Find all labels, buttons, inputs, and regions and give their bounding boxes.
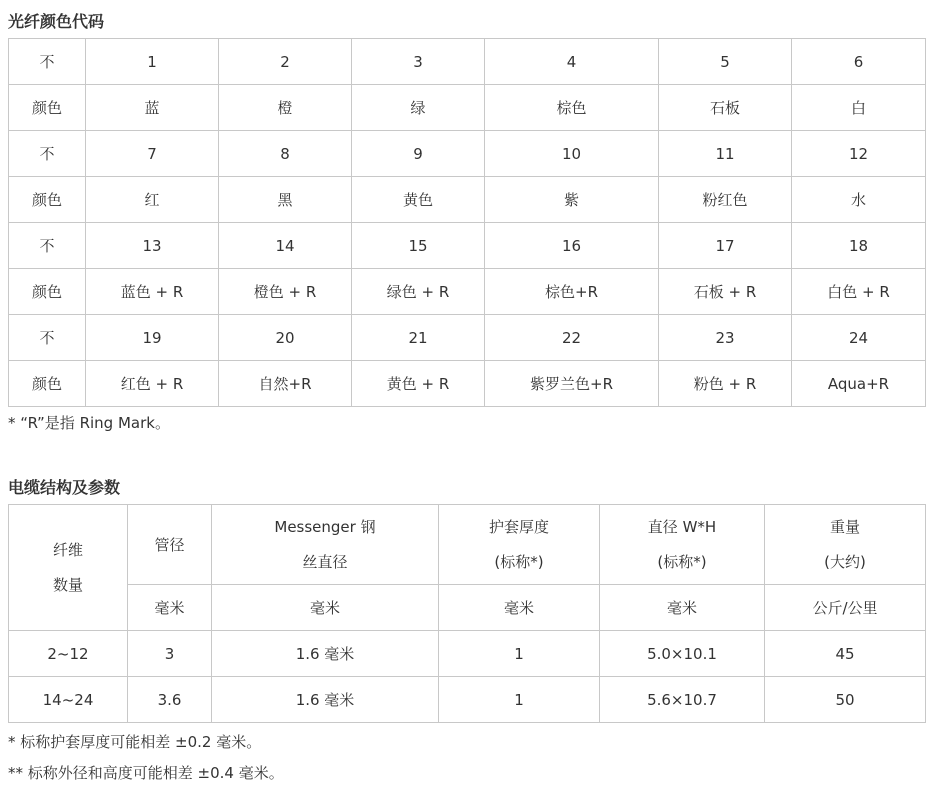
table-cell: 19 [86,315,219,361]
table-cell: 18 [792,223,926,269]
table-cell: 棕色 [485,85,659,131]
header-text: (标称*) [657,552,707,571]
table-cell: 5.6×10.7 [600,677,765,723]
table-cell: 24 [792,315,926,361]
table-cell: 石板 [659,85,792,131]
table-cell: 橙 [219,85,352,131]
table-cell: 3 [128,631,212,677]
table-cell: 3.6 [128,677,212,723]
jacket-tolerance-note: * 标称护套厚度可能相差 ±0.2 毫米。 [8,733,262,751]
table-cell: 绿色 + R [352,269,485,315]
row-label-cell: 不 [9,39,86,85]
table-row [9,315,926,361]
table-cell: 1.6 毫米 [212,677,439,723]
row-label-cell: 不 [9,223,86,269]
table-cell: 黑 [219,177,352,223]
table-cell: 红色 + R [86,361,219,407]
header-fiber-count [9,505,128,631]
table-cell: 20 [219,315,352,361]
table-cell: 10 [485,131,659,177]
row-label-cell: 颜色 [9,85,86,131]
table-cell: 白 [792,85,926,131]
table-cell: 7 [86,131,219,177]
table-cell: 12 [792,131,926,177]
row-label-cell: 颜色 [9,361,86,407]
row-label-cell: 不 [9,315,86,361]
unit-cell: 毫米 [212,585,439,631]
table-row [9,85,926,131]
table-row [9,269,926,315]
table-cell: 粉红色 [659,177,792,223]
table-cell: 17 [659,223,792,269]
header-text: (大约) [824,552,866,571]
table-cell: 5.0×10.1 [600,631,765,677]
unit-cell: 毫米 [128,585,212,631]
table-header-row [9,505,926,585]
table-row [9,677,926,723]
table-cell: 石板 + R [659,269,792,315]
table-cell: 1 [439,677,600,723]
table-cell: 1 [86,39,219,85]
table-cell: 紫 [485,177,659,223]
ring-mark-note: * “R”是指 Ring Mark。 [8,414,170,432]
header-text: 护套厚度 [488,517,549,536]
table-row [9,631,926,677]
row-label-cell: 不 [9,131,86,177]
table-cell: 22 [485,315,659,361]
table-cell: 蓝色 + R [86,269,219,315]
row-label-cell: 颜色 [9,269,86,315]
table-cell: 红 [86,177,219,223]
table-cell: 白色 + R [792,269,926,315]
unit-cell: 毫米 [439,585,600,631]
table-row [9,39,926,85]
table-row [9,361,926,407]
row-label-cell: 颜色 [9,177,86,223]
table-cell: 自然+R [219,361,352,407]
table-row [9,223,926,269]
table-cell: Aqua+R [792,361,926,407]
table-cell: 50 [765,677,926,723]
table-cell: 1 [439,631,600,677]
fiber-color-table [8,38,926,407]
table-cell: 23 [659,315,792,361]
fiber-color-code-title: 光纤颜色代码 [8,12,105,31]
header-text: Messenger 钢 [274,517,376,536]
table-cell: 16 [485,223,659,269]
header-text: 纤维 [52,540,83,559]
table-cell: 15 [352,223,485,269]
table-cell: 黄色 [352,177,485,223]
table-cell: 8 [219,131,352,177]
header-jacket-thickness [439,505,600,585]
table-cell: 2 [219,39,352,85]
header-diameter-wh [600,505,765,585]
header-text: 重量 [829,517,860,536]
table-cell: 黄色 + R [352,361,485,407]
table-row [9,177,926,223]
header-messenger-diameter [212,505,439,585]
table-cell: 水 [792,177,926,223]
table-cell: 绿 [352,85,485,131]
table-cell: 1.6 毫米 [212,631,439,677]
table-cell: 21 [352,315,485,361]
table-cell: 45 [765,631,926,677]
header-weight [765,505,926,585]
table-cell: 2~12 [9,631,128,677]
table-row [9,131,926,177]
unit-cell: 公斤/公里 [765,585,926,631]
header-tube-diameter: 管径 [128,505,212,585]
cable-parameters-table [8,504,926,723]
table-cell: 14~24 [9,677,128,723]
units-row [9,585,926,631]
cable-structure-title: 电缆结构及参数 [8,478,121,497]
table-cell: 4 [485,39,659,85]
table-cell: 橙色 + R [219,269,352,315]
table-cell: 5 [659,39,792,85]
table-cell: 粉色 + R [659,361,792,407]
table-cell: 3 [352,39,485,85]
table-cell: 14 [219,223,352,269]
table-cell: 11 [659,131,792,177]
header-text: 丝直径 [302,552,348,571]
diameter-tolerance-note: ** 标称外径和高度可能相差 ±0.4 毫米。 [8,764,284,782]
table-cell: 9 [352,131,485,177]
unit-cell: 毫米 [600,585,765,631]
header-text: 直径 W*H [647,517,717,536]
table-cell: 紫罗兰色+R [485,361,659,407]
header-text: (标称*) [494,552,544,571]
table-cell: 棕色+R [485,269,659,315]
table-cell: 蓝 [86,85,219,131]
table-cell: 13 [86,223,219,269]
header-text: 数量 [52,575,83,594]
table-cell: 6 [792,39,926,85]
